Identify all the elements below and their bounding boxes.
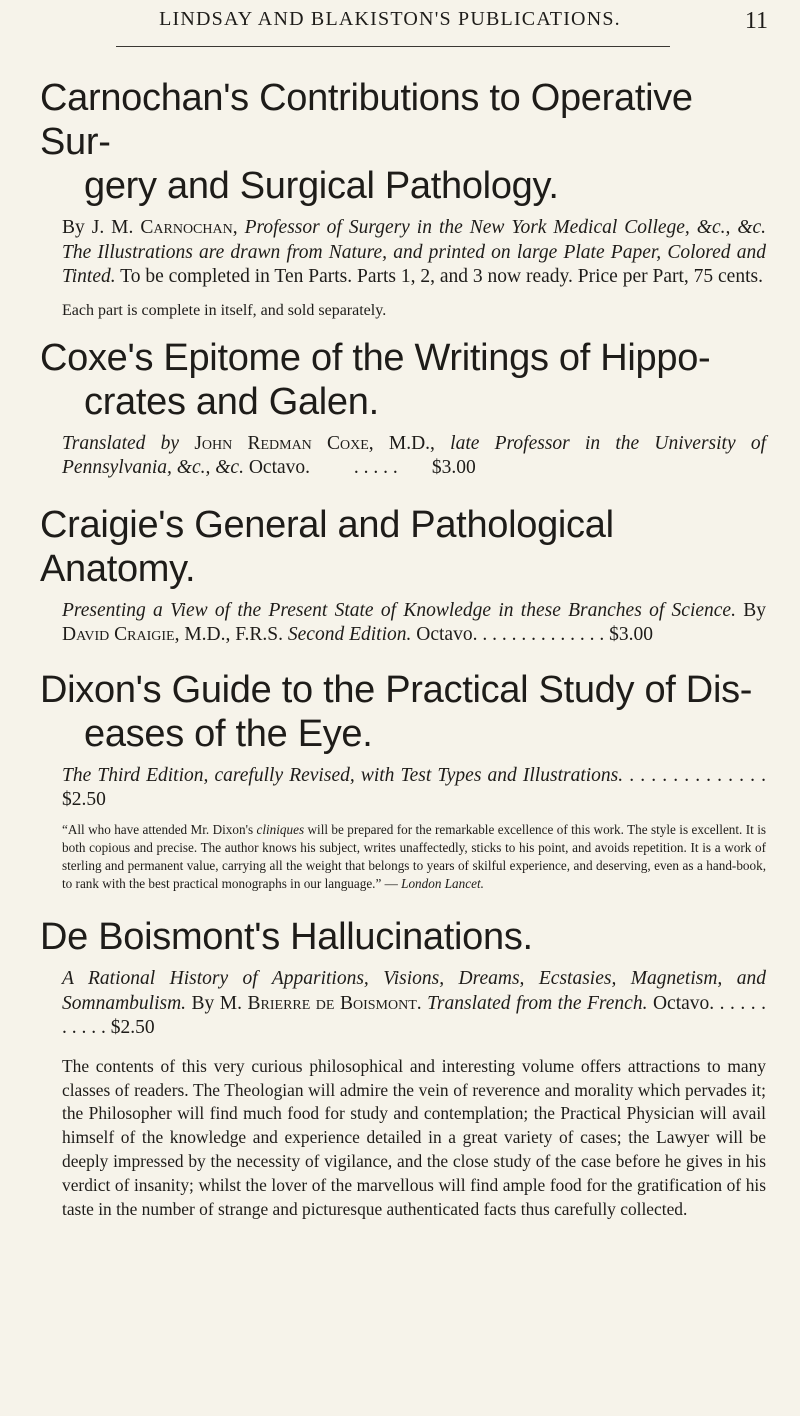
title-line-2: gery and Surgical Pathology. xyxy=(84,165,559,207)
price: $2.50 xyxy=(62,789,106,810)
by-text: By M. xyxy=(191,992,243,1014)
title-line-1: Coxe's Epitome of the Writings of Hippo- xyxy=(40,336,711,379)
author-name: John Redman Coxe, M.D., xyxy=(194,432,435,454)
title-line-1: Carnochan's Contributions to Operative Sur- xyxy=(40,77,693,163)
leader-dots: . . . . . . . . . . . . . xyxy=(629,764,767,786)
author-name: Brierre de Boismont. xyxy=(247,992,422,1014)
lead-italic: Translated by xyxy=(62,432,180,454)
entry-description xyxy=(62,967,766,1041)
review-italic: cliniques xyxy=(256,821,305,837)
entry-boismont xyxy=(40,915,766,1221)
entry-coxe xyxy=(40,336,766,481)
entry-craigie xyxy=(40,503,766,648)
translated-italic: Translated from the French. xyxy=(427,992,648,1014)
entry-note: Each part is complete in itself, and sold separately. xyxy=(62,301,387,319)
leader-dots: . . . . . . . . . . . . . xyxy=(482,624,605,645)
author-name: Carnochan, xyxy=(140,217,238,238)
price: $3.00 xyxy=(431,457,476,478)
description-italic: Presenting a View of the Present State of Knowledge in these Branches of Science. xyxy=(62,599,736,621)
description-text: To be completed in Ten Parts. Parts 1, 2, and 3 now ready. Price per Part, 75 cents. xyxy=(120,266,763,287)
leader-dots: . . . . . . . . . . xyxy=(62,992,767,1039)
entry-description xyxy=(62,599,766,648)
price: $2.50 xyxy=(110,1017,155,1039)
title-line-2: eases of the Eye. xyxy=(84,712,373,755)
title-line-1: De Boismont's Hallucinations. xyxy=(40,916,533,959)
description-italic: Professor of Surgery in the New York Medical College, &c., &c. The Illustrations are drawn from Nature, and printed on large Plate Paper, Colored and Tinted. xyxy=(62,217,767,287)
title-line-2: crates and Galen. xyxy=(84,380,379,423)
description-italic: late Professor in the University of Pennsylvania, &c., &c. xyxy=(62,432,767,478)
review-quote xyxy=(62,821,766,894)
description-italic: A Rational History of Apparitions, Visions, Dreams, Ecstasies, Magnetism, and Somnambulism. xyxy=(62,968,766,1014)
page-number: 11 xyxy=(744,8,768,34)
review-source: London Lancet. xyxy=(401,876,484,892)
review-text-a: “All who have attended Mr. Dixon's xyxy=(62,821,254,837)
entry-carnochan xyxy=(40,76,766,322)
author-name: David Craigie, M.D., F.R.S. xyxy=(62,624,284,645)
format: Octavo. xyxy=(652,992,715,1014)
title-line-1: Dixon's Guide to the Practical Study of Dis- xyxy=(40,668,753,711)
header-rule xyxy=(116,46,670,47)
price: $3.00 xyxy=(609,624,653,645)
entry-dixon xyxy=(40,668,766,894)
entry-title xyxy=(40,915,766,959)
leader-dots: . . . . . xyxy=(353,457,398,478)
format: Octavo. xyxy=(416,624,478,645)
description-italic: The Third Edition, carefully Revised, with Test Types and Illustrations. xyxy=(62,764,624,786)
running-head: LINDSAY AND BLAKISTON'S PUBLICATIONS. xyxy=(159,8,621,30)
entry-description xyxy=(62,764,766,813)
review-text-b: will be prepared for the remarkable excellence of this work. The style is excellent. It is both copious and precise. The author knows his subject, writes unaffectedly, sticks to his point, and avoids repetition. It is a work of sterling and permanent value, carrying all the weight that belongs to years of skilful experience, and deserving, even as a hand-book, to rank with the best practical monographs in our language.” — xyxy=(62,821,766,892)
catalog-content xyxy=(40,76,766,1221)
format: Octavo. xyxy=(248,457,311,478)
entry-title xyxy=(40,336,766,424)
title-line-1: Craigie's General and Pathological Anatomy. xyxy=(40,503,614,590)
entry-title xyxy=(40,76,766,208)
by-text: By J. M. xyxy=(62,217,134,238)
entry-description xyxy=(62,216,766,290)
entry-summary: The contents of this very curious philosophical and interesting volume offers attractions to many classes of readers. The Theologian will admire the vein of reverence and morality which pervades it; the Philosopher will find much food for study and contemplation; the Practical Physician will avail himself of the knowledge and experience detailed in a great variety of cases; the Lawyer will be deeply impressed by the necessity of vigilance, and the close study of the case before he gives in his verdict of insanity; whilst the lover of the marvellous will find ample food for the gratification of his taste in the number of strange and picturesque authenticated facts thus carefully collected. xyxy=(62,1055,766,1219)
entry-title xyxy=(40,503,766,591)
entry-description xyxy=(62,432,766,481)
entry-title xyxy=(40,668,766,756)
by-text: By xyxy=(743,599,767,621)
edition-italic: Second Edition. xyxy=(287,624,412,645)
